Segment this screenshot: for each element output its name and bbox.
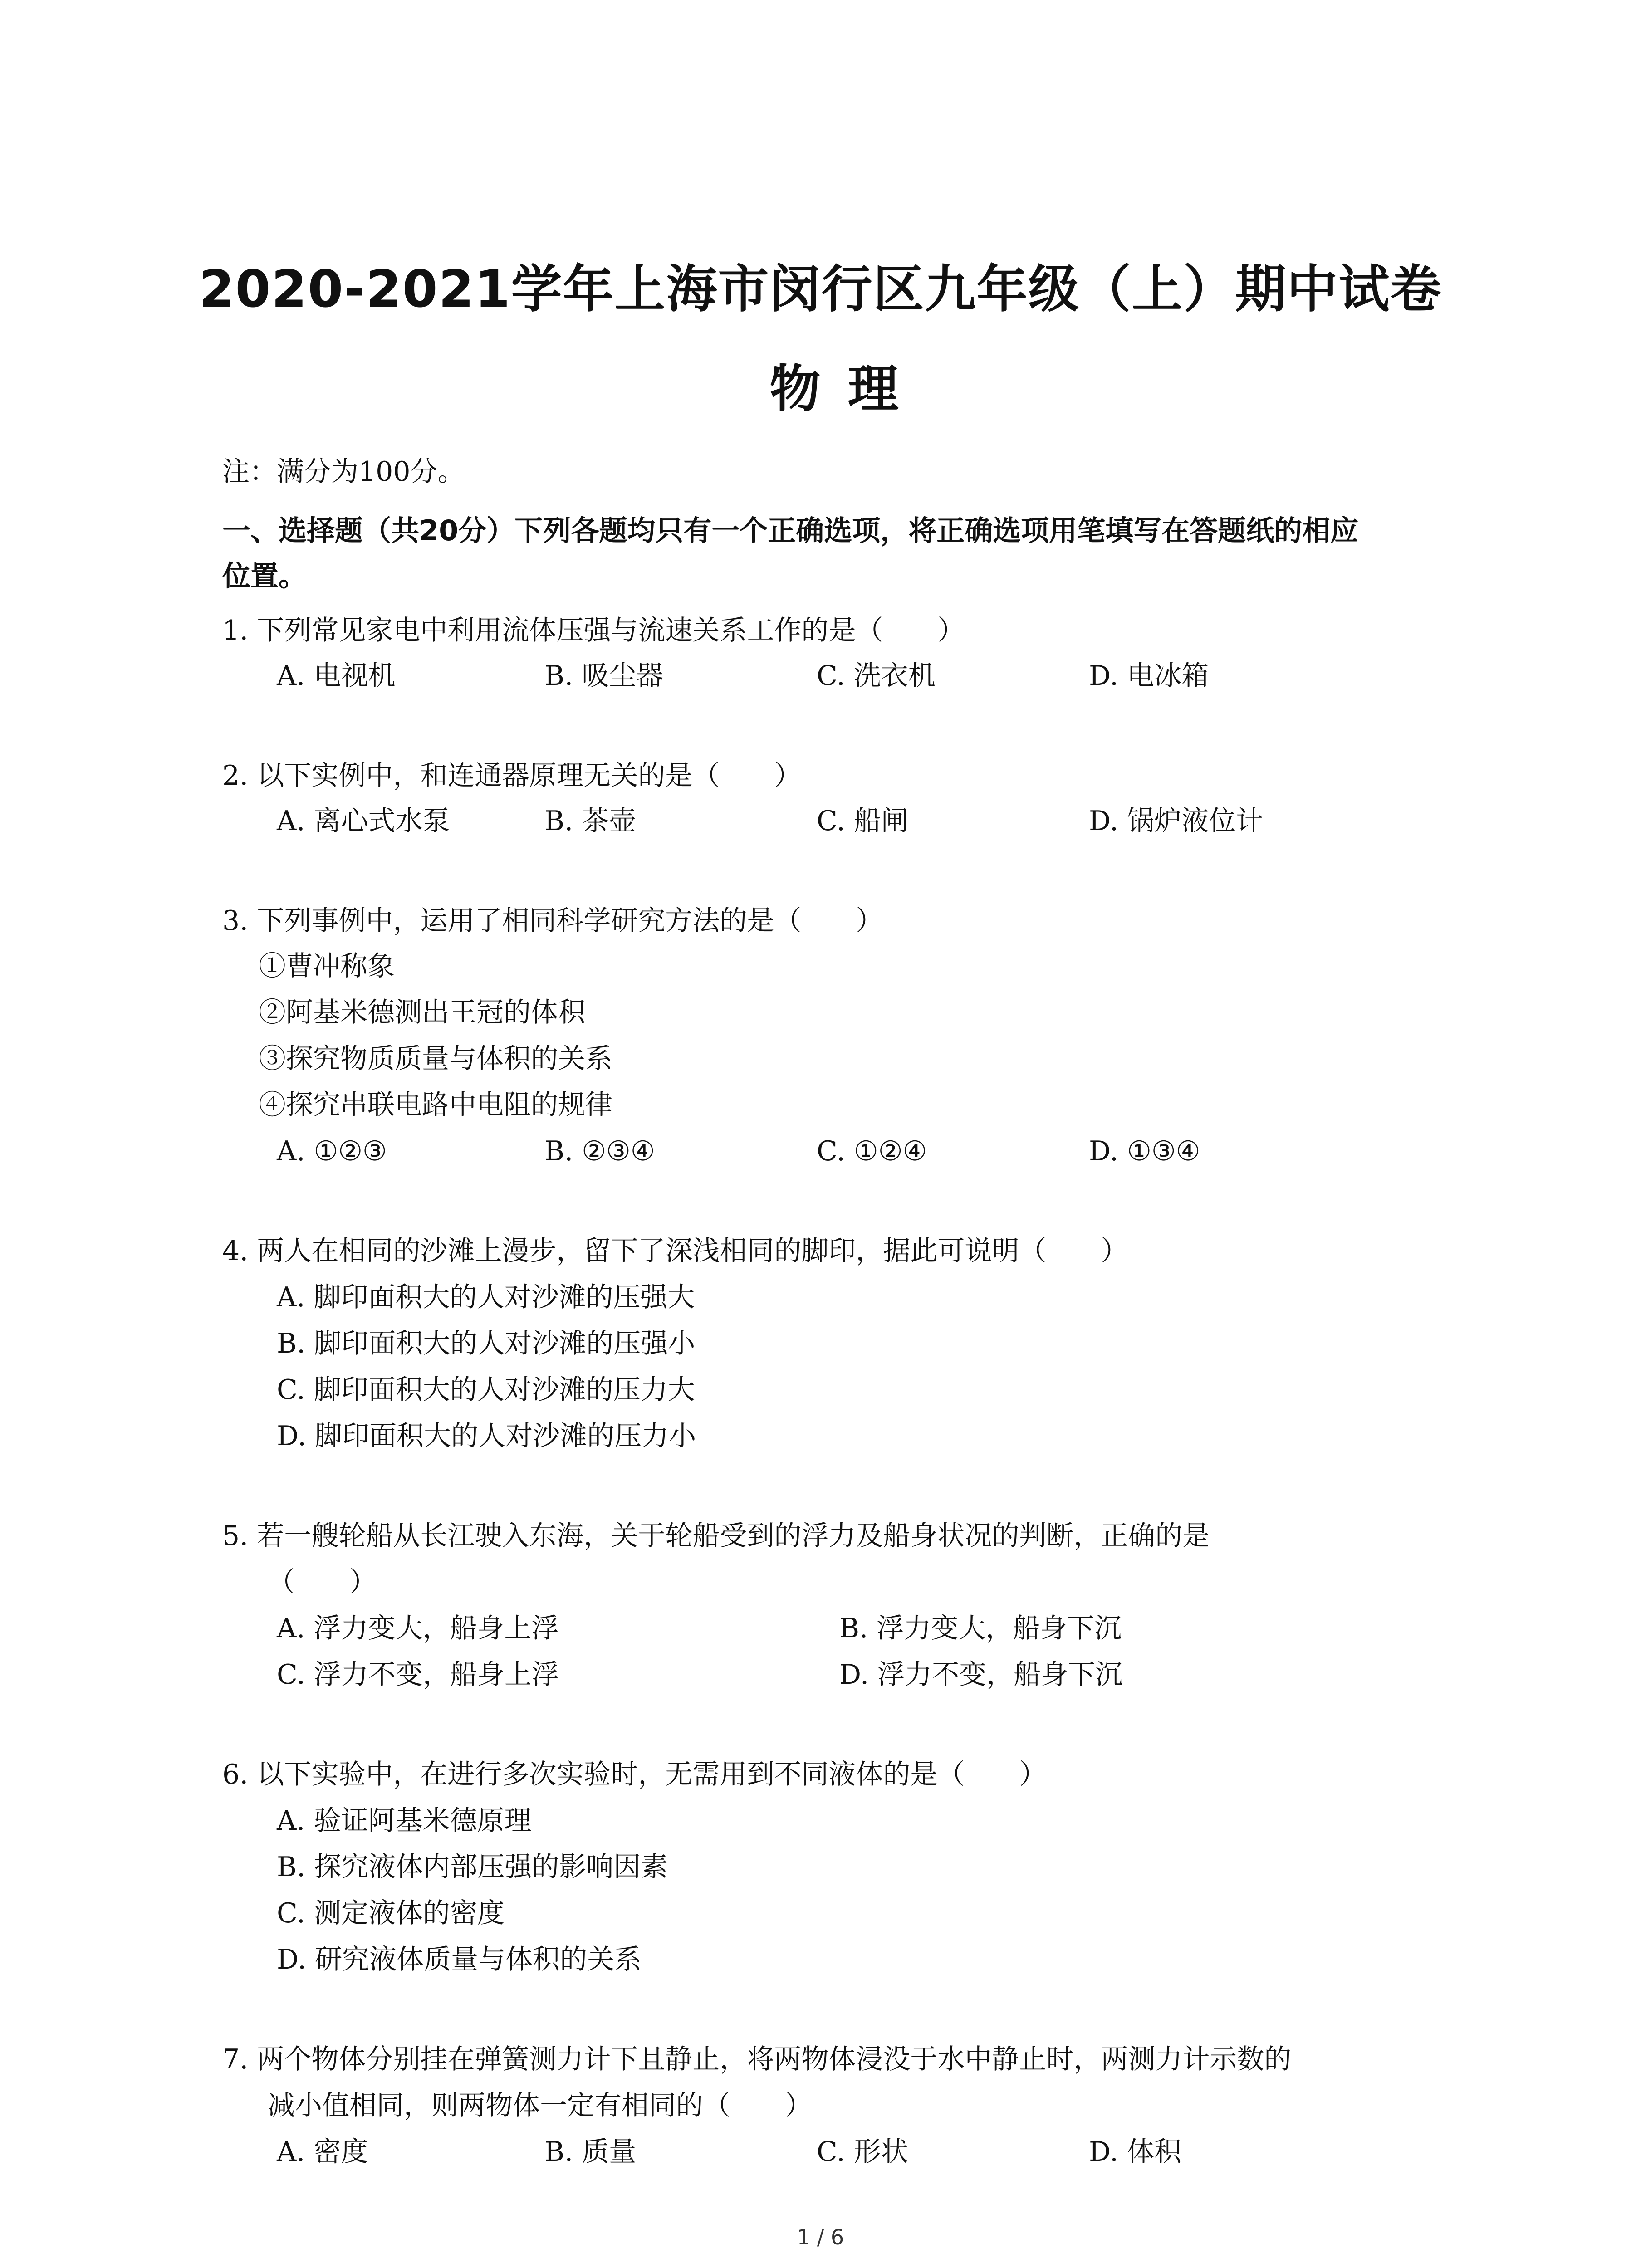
question-1-stem: 1. 下列常见家电中利用流体压强与流速关系工作的是（ ） xyxy=(222,615,965,646)
question-6-option-b: B. 探究液体内部压强的影响因素 xyxy=(277,1851,668,1883)
question-3-option-d: D. ①③④ xyxy=(1089,1135,1200,1167)
question-3-option-a: A. ①②③ xyxy=(277,1135,387,1167)
question-4-option-c: C. 脚印面积大的人对沙滩的压力大 xyxy=(277,1374,695,1406)
question-3-item-2: ②阿基米德测出王冠的体积 xyxy=(259,997,585,1028)
question-5-option-b: B. 浮力变大，船身下沉 xyxy=(839,1613,1122,1644)
question-6-option-c: C. 测定液体的密度 xyxy=(277,1897,505,1929)
question-4-option-b: B. 脚印面积大的人对沙滩的压强小 xyxy=(277,1328,696,1359)
question-4-option-d: D. 脚印面积大的人对沙滩的压力小 xyxy=(277,1420,696,1452)
question-7-option-c: C. 形状 xyxy=(817,2136,908,2168)
question-3-stem: 3. 下列事例中，运用了相同科学研究方法的是（ ） xyxy=(222,905,883,937)
question-2-stem: 2. 以下实例中，和连通器原理无关的是（ ） xyxy=(222,760,802,792)
score-note: 注：满分为100分。 xyxy=(222,456,465,488)
question-7-option-a: A. 密度 xyxy=(277,2136,368,2168)
question-2-option-d: D. 锅炉液位计 xyxy=(1089,805,1264,837)
question-5-option-d: D. 浮力不变，船身下沉 xyxy=(839,1659,1123,1691)
question-6-option-a: A. 验证阿基米德原理 xyxy=(277,1805,532,1837)
question-1-option-d: D. 电冰箱 xyxy=(1089,660,1209,692)
question-7-option-b: B. 质量 xyxy=(544,2136,637,2168)
question-5-stem: 5. 若一艘轮船从长江驶入东海，关于轮船受到的浮力及船身状况的判断，正确的是 xyxy=(222,1520,1210,1552)
question-3-item-3: ③探究物质质量与体积的关系 xyxy=(259,1043,612,1075)
question-2-option-c: C. 船闸 xyxy=(817,805,908,837)
question-1-option-b: B. 吸尘器 xyxy=(544,660,664,692)
section-heading-line1: 一、选择题（共20分）下列各题均只有一个正确选项，将正确选项用笔填写在答题纸的相应 xyxy=(222,514,1359,547)
question-3-item-1: ①曹冲称象 xyxy=(259,950,395,982)
question-3-option-b: B. ②③④ xyxy=(544,1135,655,1167)
question-4-option-a: A. 脚印面积大的人对沙滩的压强大 xyxy=(277,1281,695,1313)
question-7-stem-cont: 减小值相同，则两物体一定有相同的（ ） xyxy=(268,2090,812,2121)
section-heading-line2: 位置。 xyxy=(222,559,307,592)
question-4-stem: 4. 两人在相同的沙滩上漫步，留下了深浅相同的脚印，据此可说明（ ） xyxy=(222,1235,1128,1267)
question-5-option-a: A. 浮力变大，船身上浮 xyxy=(277,1613,559,1644)
exam-title: 2020-2021学年上海市闵行区九年级（上）期中试卷 xyxy=(199,260,1442,319)
question-7-stem: 7. 两个物体分别挂在弹簧测力计下且静止，将两物体浸没于水中静止时，两测力计示数的 xyxy=(222,2043,1292,2075)
page-number: 1 / 6 xyxy=(797,2225,844,2249)
question-1-option-c: C. 洗衣机 xyxy=(817,660,936,692)
question-3-item-4: ④探究串联电路中电阻的规律 xyxy=(259,1089,612,1121)
question-2-option-b: B. 茶壶 xyxy=(544,805,637,837)
question-7-option-d: D. 体积 xyxy=(1089,2136,1182,2168)
exam-subject: 物理 xyxy=(769,360,926,419)
question-6-stem: 6. 以下实验中，在进行多次实验时，无需用到不同液体的是（ ） xyxy=(222,1759,1047,1790)
question-3-option-c: C. ①②④ xyxy=(817,1135,927,1167)
question-5-stem-cont: （ ） xyxy=(268,1566,377,1598)
question-1-option-a: A. 电视机 xyxy=(277,660,396,692)
question-5-option-c: C. 浮力不变，船身上浮 xyxy=(277,1659,559,1691)
question-2-option-a: A. 离心式水泵 xyxy=(277,805,450,837)
question-6-option-d: D. 研究液体质量与体积的关系 xyxy=(277,1944,642,1975)
